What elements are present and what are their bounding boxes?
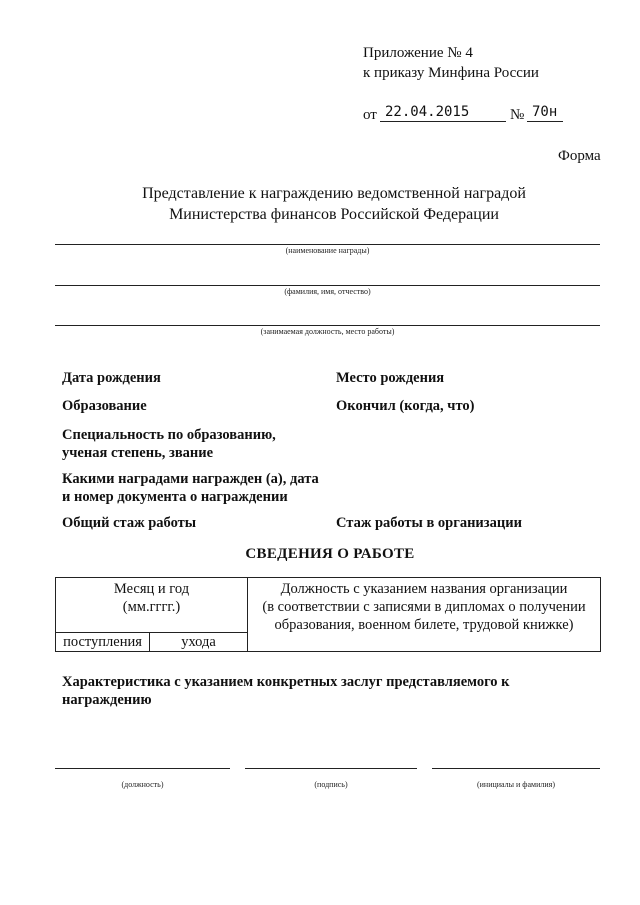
form-title-line1: Представление к награждению ведомственной наградой [142, 185, 526, 202]
appendix-label: Приложение № 4 [363, 45, 473, 61]
position-header-line1: Должность с указанием названия организации [280, 581, 568, 597]
number-prefix: № [510, 107, 525, 123]
specialty-label-line2: ученая степень, звание [62, 445, 214, 461]
position-caption: (занимаемая должность, место работы) [260, 327, 395, 336]
awards-label-line2: и номер документа о награждении [62, 489, 288, 505]
signer-position-line [55, 768, 230, 769]
form-label: Форма [558, 148, 601, 164]
end-column-header: ухода [150, 633, 248, 652]
characteristic-label-line1: Характеристика с указанием конкретных заслуг представляемого к [62, 674, 510, 690]
education-label: Образование [62, 398, 147, 414]
position-line [55, 325, 600, 326]
signer-initials-caption: (инициалы и фамилия) [476, 780, 556, 789]
month-year-header-line1: Месяц и год [113, 581, 190, 597]
date-prefix: от [363, 107, 377, 123]
graduated-label: Окончил (когда, что) [336, 398, 475, 414]
position-header [248, 578, 601, 652]
month-year-header-line2: (мм.гггг.) [122, 599, 181, 615]
position-header-line3: образования, военном билете, трудовой книжке) [274, 617, 574, 633]
month-year-header [56, 578, 248, 633]
birth-place-label: Место рождения [336, 370, 445, 386]
order-date-value: 22.04.2015 [385, 104, 470, 120]
work-history-table [55, 577, 601, 652]
signature-line [245, 768, 417, 769]
work-section-heading: СВЕДЕНИЯ О РАБОТЕ [245, 546, 415, 562]
start-column-header: поступления [56, 633, 150, 652]
full-name-line [55, 285, 600, 286]
signer-initials-line [432, 768, 600, 769]
full-name-caption: (фамилия, имя, отчество) [284, 287, 371, 296]
signer-position-caption: (должность) [121, 780, 164, 789]
org-experience-label: Стаж работы в организации [336, 515, 522, 531]
awards-label-line1: Какими наградами награжден (а), дата [62, 471, 319, 487]
table-header-row [56, 578, 601, 633]
form-title-line2: Министерства финансов Российской Федерации [169, 206, 499, 223]
total-experience-label: Общий стаж работы [62, 515, 197, 531]
specialty-label-line1: Специальность по образованию, [62, 427, 276, 443]
order-reference: к приказу Минфина России [363, 65, 539, 81]
order-number-value: 70н [532, 104, 558, 120]
characteristic-label-line2: награждению [62, 692, 152, 708]
award-name-caption: (наименование награды) [285, 246, 370, 255]
signature-caption: (подпись) [314, 780, 348, 789]
birth-date-label: Дата рождения [62, 370, 161, 386]
award-name-line [55, 244, 600, 245]
position-header-line2: (в соответствии с записями в дипломах о получении [262, 599, 586, 615]
order-number-field [527, 104, 563, 122]
order-date-field [380, 104, 506, 122]
